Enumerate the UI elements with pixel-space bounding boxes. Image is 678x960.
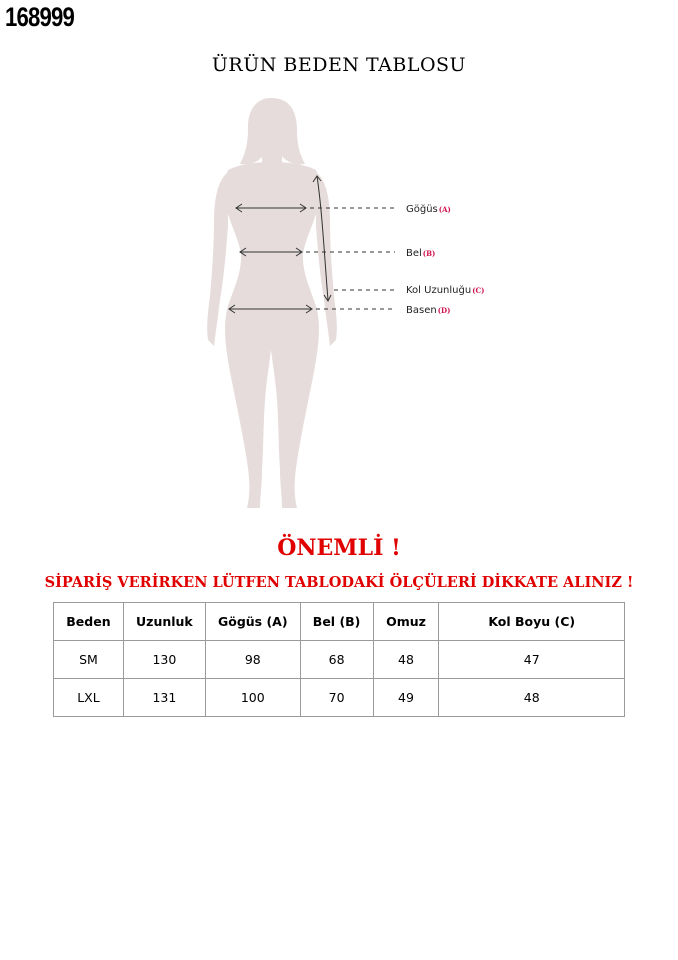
- cell-sleeve-length: 47: [439, 641, 625, 679]
- cell-sleeve-length: 48: [439, 679, 625, 717]
- size-table: [53, 602, 625, 717]
- label-waist: Bel(B): [406, 248, 436, 259]
- cell-size: LXL: [54, 679, 124, 717]
- table-row: [54, 679, 625, 717]
- label-hip: Basen(D): [406, 305, 451, 316]
- body-silhouette: [207, 98, 337, 508]
- cell-length: 130: [123, 641, 205, 679]
- header-size: Beden: [54, 603, 124, 641]
- cell-size: SM: [54, 641, 124, 679]
- cell-waist: 70: [300, 679, 373, 717]
- label-chest: Göğüs(A): [406, 204, 451, 215]
- page-title: ÜRÜN BEDEN TABLOSU: [211, 54, 467, 76]
- cell-chest: 98: [205, 641, 300, 679]
- cell-length: 131: [123, 679, 205, 717]
- label-sleeve-length: Kol Uzunluğu(C): [406, 285, 485, 296]
- header-shoulder: Omuz: [373, 603, 439, 641]
- header-waist: Bel (B): [300, 603, 373, 641]
- important-heading: ÖNEMLİ !: [277, 535, 401, 561]
- table-row: [54, 641, 625, 679]
- table-header-row: [54, 603, 625, 641]
- cell-shoulder: 49: [373, 679, 439, 717]
- header-sleeve-length: Kol Boyu (C): [439, 603, 625, 641]
- product-code: 168999: [5, 2, 74, 32]
- cell-chest: 100: [205, 679, 300, 717]
- order-warning: SİPARİŞ VERİRKEN LÜTFEN TABLODAKİ ÖLÇÜLERİ DİKKATE ALINIZ !: [44, 574, 634, 591]
- cell-waist: 68: [300, 641, 373, 679]
- cell-shoulder: 48: [373, 641, 439, 679]
- header-chest: Gögüs (A): [205, 603, 300, 641]
- header-length: Uzunluk: [123, 603, 205, 641]
